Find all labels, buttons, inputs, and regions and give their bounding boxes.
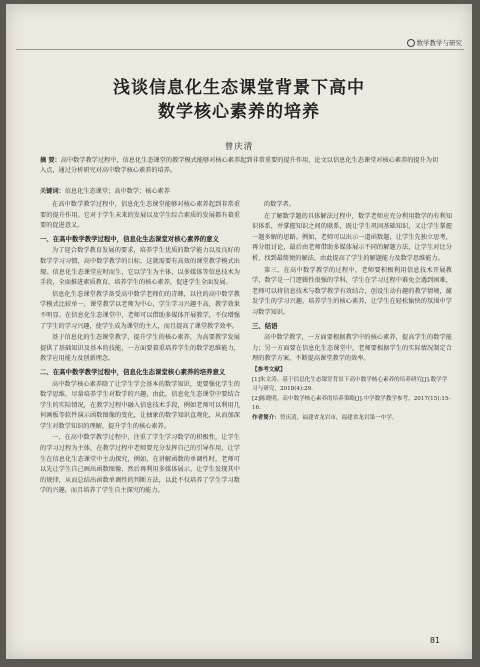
- paragraph: 的数学者。: [264, 201, 295, 208]
- section-tag: [407, 38, 463, 47]
- reference-item: [1]朱文涛。基于信息化生态课堂背景下高中数学核心素养的培养研究[J].数学学习与研究，2018(4):29.: [252, 376, 448, 392]
- keywords-label: 关键词：: [40, 188, 65, 195]
- paragraph: 高中数学核心素养除了让学生学会基本的数学知识，更要强化学生的数学思维，尽量培养学生对数学的兴趣，由此，信息化生态课堂中要结合学生的实际情况，在教学过程中融入信息技术手段，例如老师可以利用几何画板等软件演示函数图像的变化，让抽象的数学知识直观化，从而加深学生对数学知识的理解，提升学生的核心素养。: [40, 380, 240, 430]
- author-bio-label: 作者简介：: [252, 414, 280, 421]
- keywords-text: 信息化生态课堂；高中数学；核心素养: [64, 188, 170, 195]
- title-line-1: 浅谈信息化生态课堂背景下高中: [113, 78, 365, 98]
- paragraph: 高中数学教学，一方面要根据教学中的核心素养，提高学生的数学能力；另一方面要在信息化生态课堂中，老师要根据学生的实际情况制定合理的教学方案，不断提高课堂教学的效率。: [252, 334, 452, 363]
- reference-item: [2]陈晓明。高中数学核心素养的培养策略[J].中学数学教学参考，2017(15):15-16.: [252, 395, 451, 411]
- title-line-2: 数学核心素养的培养: [158, 102, 320, 122]
- paragraph: 第三，在高中数学教学的过程中，老师要积极利用信息技术开展教学，数学是一门逻辑性很强的学科，学生在学习过程中难免会遇到困难，老师可以将信息技术与数学教学有效结合，创设生动有趣的教学情境，激发学生的学习兴趣，培养学生的核心素养，让学生在轻松愉快的氛围中学习数学知识。: [252, 266, 452, 316]
- section-heading: 二、在高中数学教学过程中，信息化生态课堂核心素养的培养意义: [40, 367, 226, 376]
- paragraph: 信息化生态课堂教学备受高中数学老师们的青睐，以往的高中数学教学模式比较单一，课堂教学以老师为中心，学生学习兴趣不高，教学效果不明显。在信息化生态课堂中，老师可以借助多媒体开展教学，不仅增强了学生的学习兴趣，使学生成为课堂的主人，而且提高了课堂教学效率。: [40, 290, 240, 330]
- section-heading: 一、在高中数学教学过程中，信息化生态课堂对核心素养的意义: [40, 234, 219, 243]
- paragraph: 在高中数学教学过程中，信息化生态课堂能够对核心素养起到非常重要的提升作用。它对于学生未来的发展以及学生综合素质的发展都有着重要的促进意义。: [40, 201, 240, 230]
- section-heading: 三、结语: [252, 321, 278, 330]
- section-tag-label: 数学教学与研究: [416, 39, 462, 47]
- abstract-text: 高中数学教学过程中，信息化生态课堂的教学模式能够对核心素养起到非常重要的提升作用，论文以信息化生态课堂对核心素养的提升为切入点，通过分析研究对高中数学核心素养的培养。: [40, 157, 439, 174]
- circle-icon: [407, 39, 415, 47]
- references: [252, 366, 452, 423]
- abstract-label: 摘 要：: [40, 157, 61, 164]
- left-column: [40, 200, 240, 498]
- references-label: 【参考文献】: [252, 366, 286, 373]
- author-bio-text: 曾庆清，福建省龙岩市，福建省龙岩第一中学。: [279, 414, 398, 421]
- page-number: 81: [429, 636, 440, 645]
- author-name: 曾庆清: [224, 142, 254, 152]
- paragraph: 为了迎合数学教育发展的要求，培养学生优质的数学能力以及良好的数学学习习惯，高中数学教学的目标，这就需要有高效的课堂教学模式出现。信息化生态课堂应时而生，它以学生为主体，以多媒体等信息技术为手段，全面推进素质教育，培养学生的核心素养，促进学生全面发展。: [40, 247, 240, 287]
- abstract: [40, 156, 442, 176]
- article-title: [6, 76, 472, 124]
- journal-page: [6, 4, 472, 659]
- paragraph: 一、在高中数学教学过程中，注重了学生学习数学的积极性，让学生的学习过程为主体，在教学过程中老师要充分发挥自己的引导作用，让学生在信息化生态课堂中主动探究，例如，在讲解函数的单调性时，老师可以先让学生自己画出函数图像，然后再利用多媒体展示，让学生发现其中的规律，从而总结出函数单调性的判断方法，以此不仅培养了学生学习数学的兴趣，而且培养了学生自主探究的能力。: [40, 434, 240, 495]
- header-rule: [16, 49, 464, 50]
- paragraph: 基于信息化的生态课堂教学，提升学生的核心素养，为高要教学发展提供了基础知识及基本的技能，一方面要着重培养学生的数学思维能力，教学应用能力及创新理念。: [40, 334, 240, 363]
- keywords: [40, 187, 442, 197]
- author-bio: [252, 414, 452, 423]
- right-column: [252, 200, 452, 424]
- paragraph: 在了解数学题的具体解法过程中，数学老师应充分利用数学的有利知识体系，并掌握知识之间的联系，既让学生巩固基础知识，又让学生掌握一题多解的思路。例如，老师可以出示一道函数题，让学生先独立思考，再分组讨论，最后由老师借助多媒体展示不同的解题方法，让学生对比分析，找到最简便的解法，由此提高了学生的解题能力及数学思维能力。: [252, 212, 452, 262]
